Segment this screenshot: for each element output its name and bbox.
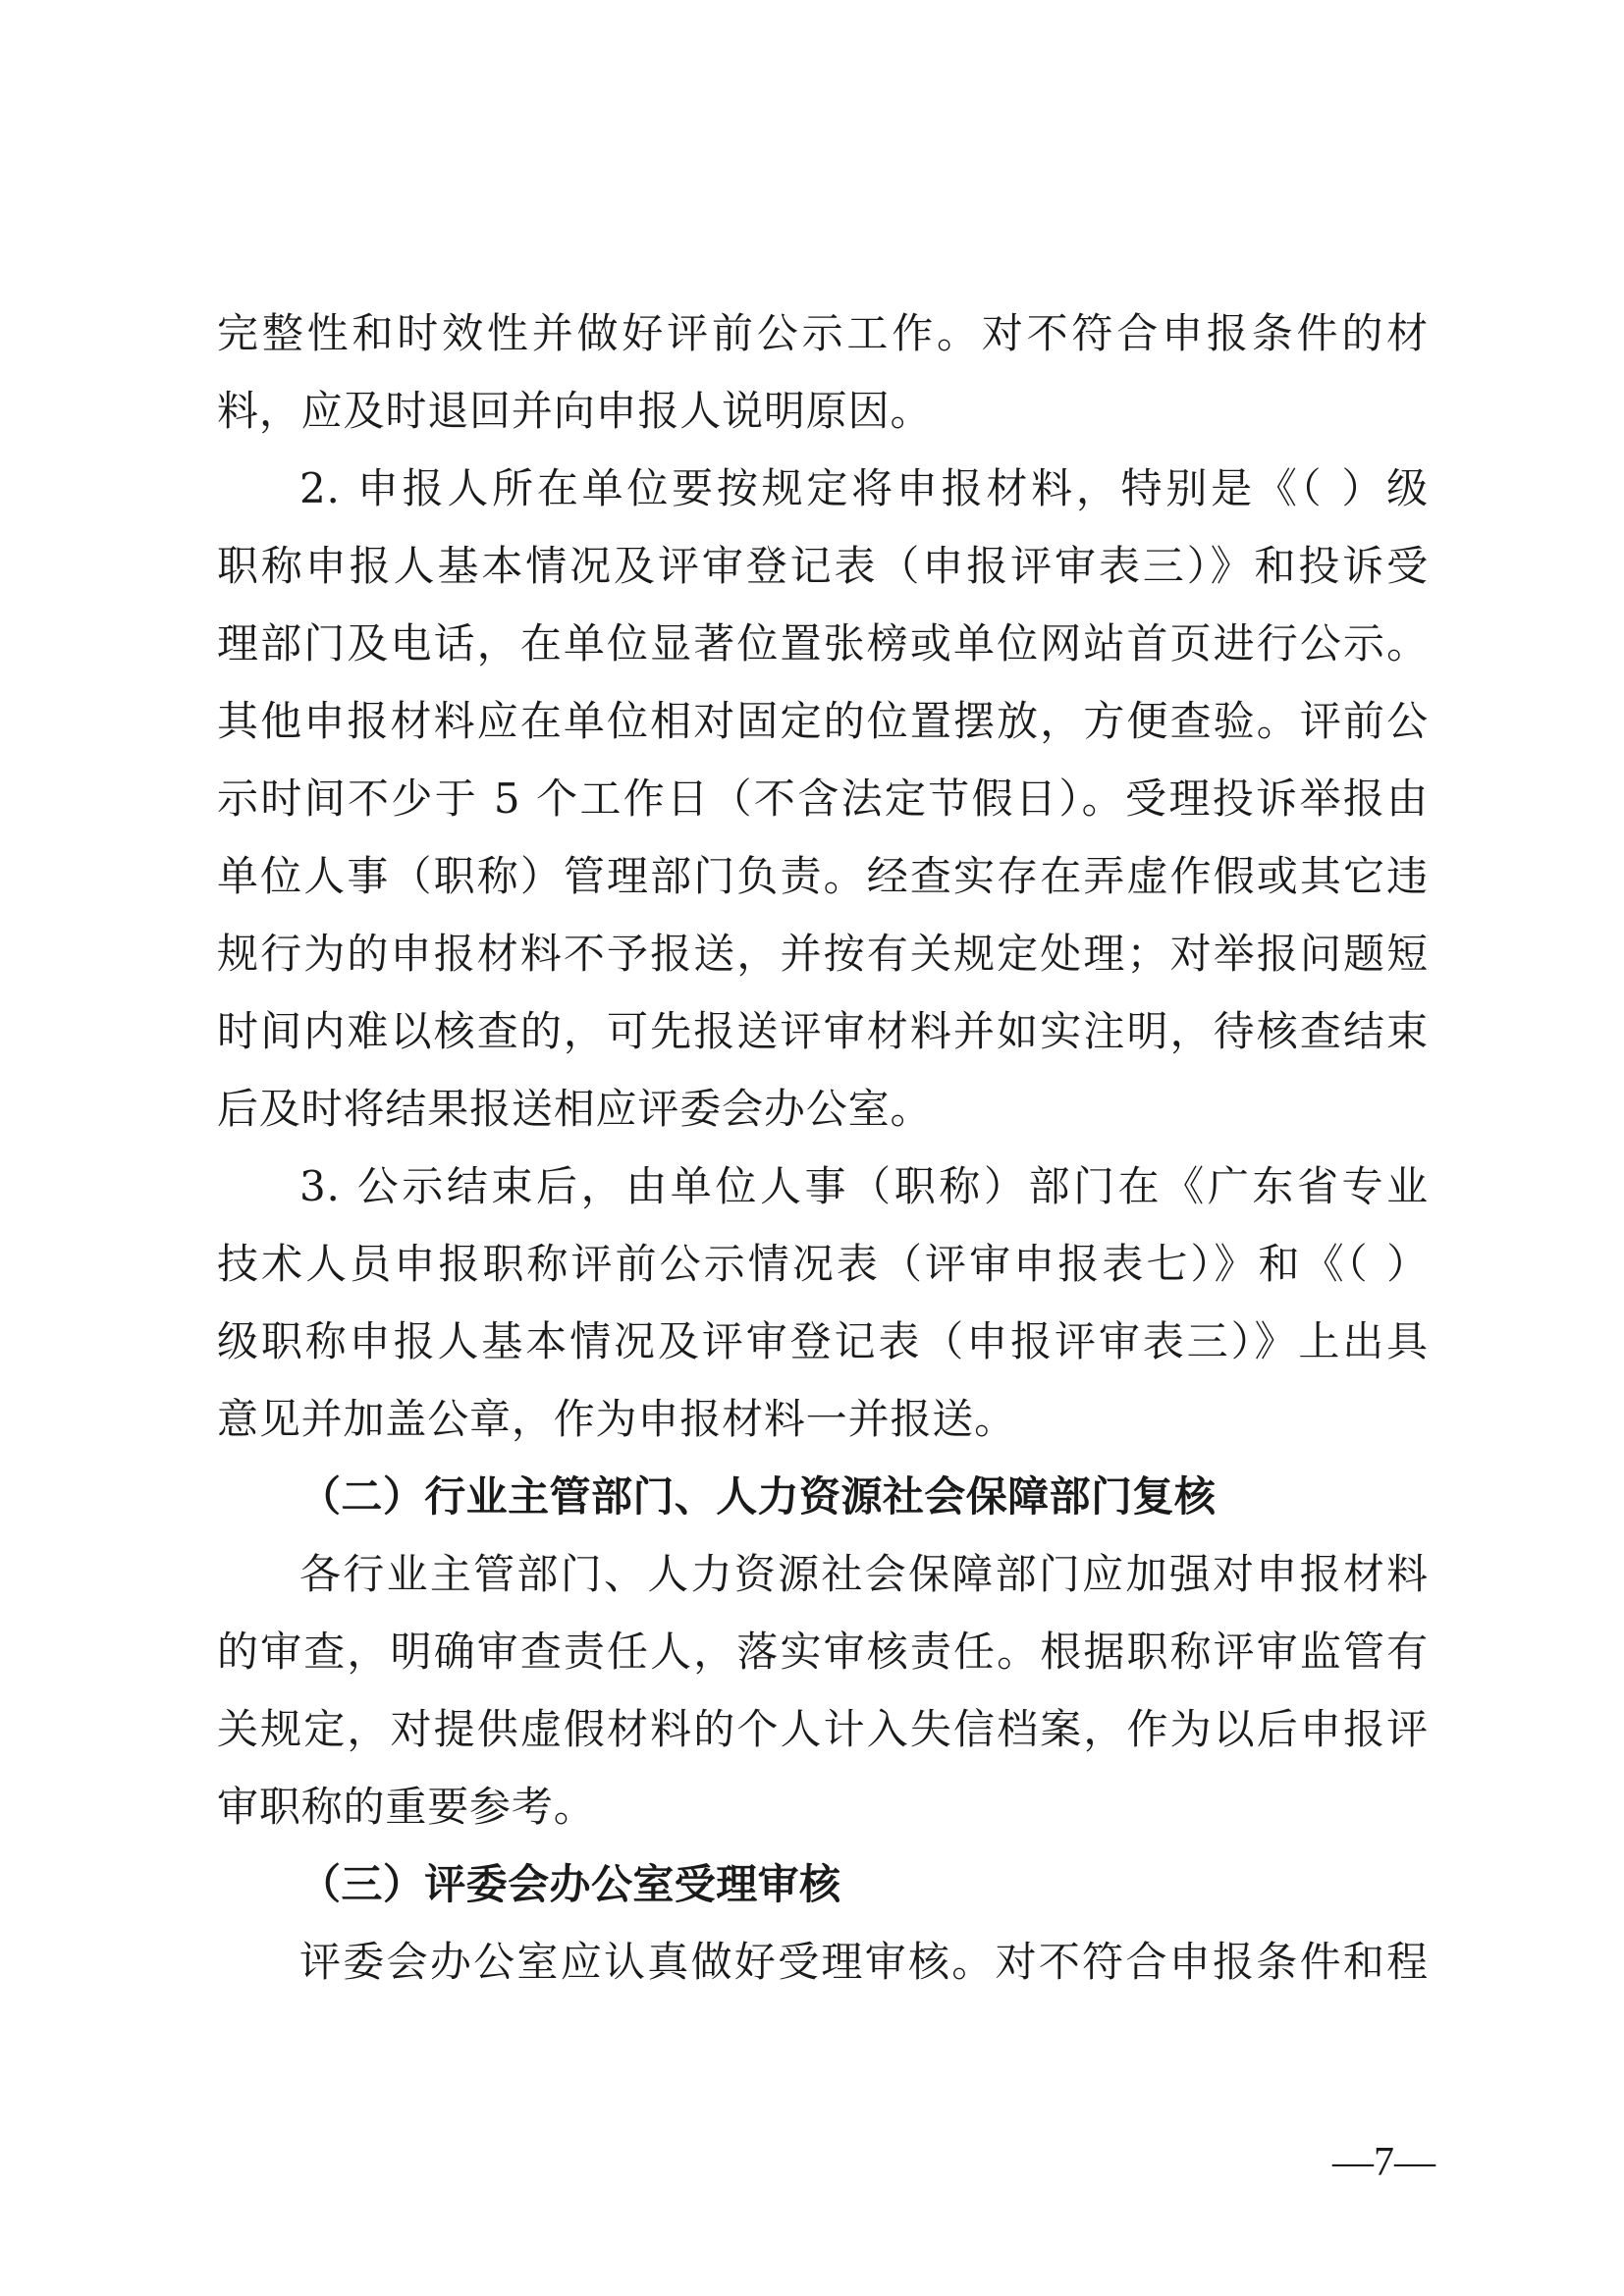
paragraph-line: 2. 申报人所在单位要按规定将申报材料，特别是《（ ）级 bbox=[299, 464, 1429, 512]
paragraph-line: 示时间不少于 5 个工作日（不含法定节假日）。受理投诉举报由 bbox=[217, 774, 1429, 823]
paragraph-line: 技术人员申报职称评前公示情况表（评审申报表七）》和《（ ） bbox=[217, 1240, 1429, 1288]
body-text bbox=[217, 294, 1429, 2001]
paragraph-line: 单位人事（职称）管理部门负责。经查实存在弄虚作假或其它违 bbox=[217, 852, 1429, 900]
paragraph-line: 其他申报材料应在单位相对固定的位置摆放，方便查验。评前公 bbox=[217, 697, 1429, 745]
paragraph-line: 关规定，对提供虚假材料的个人计入失信档案，作为以后申报评 bbox=[217, 1705, 1429, 1753]
page-number: —7— bbox=[1332, 2140, 1435, 2185]
section-heading: （三）评委会办公室受理审核 bbox=[299, 1860, 841, 1908]
paragraph-line: 评委会办公室应认真做好受理审核。对不符合申报条件和程 bbox=[299, 1938, 1429, 1986]
paragraph-line: 级职称申报人基本情况及评审登记表（申报评审表三）》上出具 bbox=[217, 1317, 1429, 1365]
paragraph-line: 料，应及时退回并向申报人说明原因。 bbox=[217, 387, 933, 435]
paragraph-line: 3. 公示结束后，由单位人事（职称）部门在《广东省专业 bbox=[299, 1162, 1429, 1210]
paragraph-line: 各行业主管部门、人力资源社会保障部门应加强对申报材料 bbox=[299, 1550, 1429, 1598]
paragraph-line: 后及时将结果报送相应评委会办公室。 bbox=[217, 1085, 933, 1133]
paragraph-line: 审职称的重要参考。 bbox=[217, 1783, 596, 1831]
paragraph-line: 的审查，明确审查责任人，落实审核责任。根据职称评审监管有 bbox=[217, 1628, 1429, 1676]
paragraph-line: 意见并加盖公章，作为申报材料一并报送。 bbox=[217, 1395, 1016, 1443]
paragraph-line: 时间内难以核查的，可先报送评审材料并如实注明，待核查结束 bbox=[217, 1007, 1429, 1055]
paragraph-line: 职称申报人基本情况及评审登记表（申报评审表三）》和投诉受 bbox=[217, 542, 1429, 590]
paragraph-line: 理部门及电话，在单位显著位置张榜或单位网站首页进行公示。 bbox=[217, 619, 1429, 667]
paragraph-line: 完整性和时效性并做好评前公示工作。对不符合申报条件的材 bbox=[217, 309, 1429, 357]
section-heading: （二）行业主管部门、人力资源社会保障部门复核 bbox=[299, 1472, 1217, 1521]
paragraph-line: 规行为的申报材料不予报送，并按有关规定处理；对举报问题短 bbox=[217, 930, 1429, 978]
